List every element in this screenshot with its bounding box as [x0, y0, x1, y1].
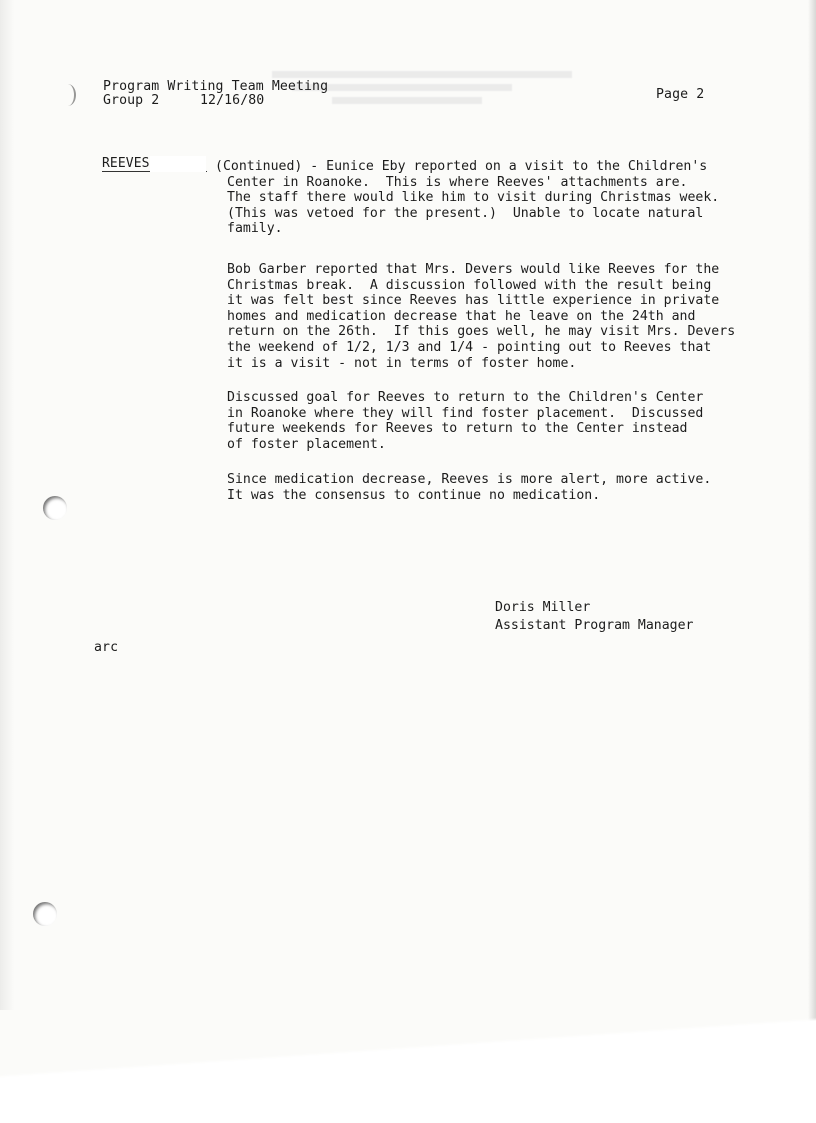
paragraph-line: return on the 26th. If this goes well, he may visit Mrs. Devers: [227, 324, 736, 340]
meeting-date: 12/16/80: [200, 93, 265, 108]
paragraph-line: Center in Roanoke. This is where Reeves' attachments are.: [227, 174, 688, 190]
signature-block: [495, 599, 694, 635]
page-number: Page 2: [656, 87, 705, 102]
meeting-group: Group 2: [103, 93, 160, 108]
paragraph-line: Christmas break. A discussion followed with the result being: [227, 277, 712, 293]
paragraph-line: Since medication decrease, Reeves is more alert, more active.: [227, 472, 712, 487]
scan-torn-edge: [0, 1010, 816, 1123]
paragraph-line: Discussed goal for Reeves to return to the Children's Center: [227, 390, 704, 405]
paragraph-line: homes and medication decrease that he leave on the 24th and: [227, 308, 696, 324]
paragraph-2: [227, 262, 747, 371]
redaction-patch: [150, 156, 206, 172]
paragraph-line: in Roanoke where they will find foster placement. Discussed: [227, 405, 704, 421]
paragraph-line: (Continued) - Eunice Eby reported on a visit to the Children's: [215, 159, 708, 174]
section-label: REEVES: [102, 157, 207, 172]
paragraph-line: family.: [227, 221, 283, 237]
typist-initials: arc: [94, 640, 119, 655]
paragraph-line: the weekend of 1/2, 1/3 and 1/4 - pointing out to Reeves that: [227, 339, 712, 355]
paragraph-line: The staff there would like him to visit during Christmas week.: [227, 190, 720, 206]
paragraph-line: (This was vetoed for the present.) Unable to locate natural: [227, 205, 704, 221]
meeting-title: Program Writing Team Meeting: [103, 79, 329, 94]
paragraph-line: Bob Garber reported that Mrs. Devers would like Reeves for the: [227, 262, 720, 277]
signer-name: Doris Miller: [495, 600, 591, 615]
paragraph-4: [227, 472, 747, 503]
binder-hole-top: [43, 496, 67, 520]
page-fold-mark: [60, 84, 76, 106]
scan-left-edge: [0, 0, 14, 1010]
binder-hole-bottom: [33, 902, 57, 926]
signer-title: Assistant Program Manager: [495, 618, 694, 633]
paragraph-line: of foster placement.: [227, 436, 386, 452]
paragraph-line: It was the consensus to continue no medication.: [227, 487, 601, 503]
paragraph-line: it is a visit - not in terms of foster home.: [227, 355, 577, 371]
paragraph-3: [227, 390, 747, 452]
paragraph-line: it was felt best since Reeves has little experience in private: [227, 293, 720, 309]
scan-right-edge: [808, 0, 816, 1060]
paragraph-1: [215, 159, 747, 237]
paragraph-line: future weekends for Reeves to return to the Center instead: [227, 421, 688, 437]
